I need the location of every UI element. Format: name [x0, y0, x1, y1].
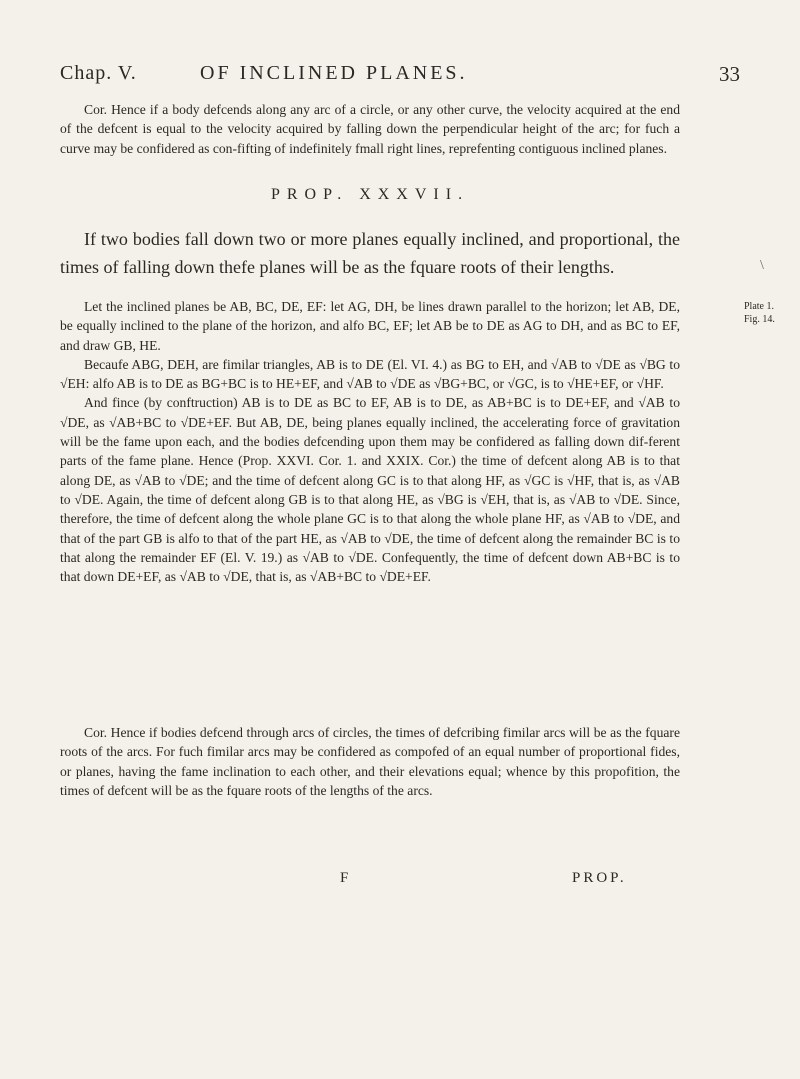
plate-label: Plate 1. [744, 301, 774, 312]
corollary-arcs-paragraph: Cor. Hence if bodies defcend through arcs of circles, the times of defcribing fimilar arcs will be as the fquare roots of the arcs. For fuch fimilar arcs may be confidered as compofed of an equal number of proportional fides, or planes, having the fame inclination to each other, and their elevations equal; whence by this propofition, the times of defcent will be as the fquare roots of the lengths of the arcs. [60, 725, 680, 798]
proof-paragraph-similar-triangles: Becaufe ABG, DEH, are fimilar triangles, AB is to DE (El. VI. 4.) as BG to EH, and √AB to √DE as √BG to √EH: alfo AB is to DE as BG+BC is to HE+EF, and √AB to √DE as √BG+BC, or √GC, is to √HE+EF, or √HF. [60, 356, 680, 392]
margin-plate-reference [744, 300, 794, 326]
page-number: 33 [719, 62, 740, 86]
page-footer [60, 870, 680, 894]
proposition-enunciation: If two bodies fall down two or more planes equally inclined, and proportional, the times of falling down thefe planes will be as the fquare roots of their lengths. [60, 229, 680, 277]
signature-mark: F [340, 870, 349, 886]
figure-label: Fig. 14. [744, 314, 775, 325]
running-title: OF INCLINED PLANES. [200, 62, 468, 84]
corollary-paragraph: Cor. Hence if a body defcends along any arc of a circle, or any other curve, the velocity acquired at the end of the defcent is equal to the velocity acquired by falling down the perpendicular height of the arc; for fuch a curve may be confidered as con-fifting of indefinitely fmall right lines, reprefenting contiguous inclined planes. [60, 102, 680, 156]
proof-paragraph-construction: Let the inclined planes be AB, BC, DE, EF: let AG, DH, be lines drawn parallel to the horizon; let AB, DE, be equally inclined to the plane of the horizon, and alfo BC, EF; let AB be to DE as AG to DH, and as BC to EF, and draw GB, HE. [60, 299, 680, 353]
proof-section [60, 297, 680, 586]
catchword: PROP. [572, 870, 627, 886]
margin-tick-mark: \ [760, 258, 764, 273]
running-head [60, 62, 740, 92]
proof-paragraph-times: And fince (by conftruction) AB is to DE as BC to EF, AB is to DE, as AB+BC is to DE+EF, and √AB to √DE, as √AB+BC to √DE+EF. But AB, DE, being planes equally inclined, the accelerating force of gravitation will be the fame upon each, and the bodies defcending upon them may be confidered as falling down dif-ferent parts of the fame plane. Hence (Prop. XXVI. Cor. 1. and XXIX. Cor.) the time of defcent along AB is to that along DE, as √AB to √DE; and the time of defcent along GC is to that along HF, as √GC is √HF, that is, as √AB to √DE. Again, the time of defcent along GB is to that along HE, as √BG is √EH, that is, as √AB to √DE. Since, therefore, the time of defcent along the whole plane GC is to that along the whole plane HF, as √AB to √DE, and that of the part GB is alfo to that of the part HE, as √AB to √DE, the time of defcent along the remainder BC is to that along the remainder EF (El. V. 19.) as √AB to √DE. Confequently, the time of defcent down AB+BC is to that down DE+EF, as √AB to √DE, that is, as √AB+BC to √DE+EF. [60, 395, 680, 585]
chapter-label: Chap. V. [60, 62, 137, 84]
proposition-heading: PROP. XXXVII. [270, 186, 470, 203]
